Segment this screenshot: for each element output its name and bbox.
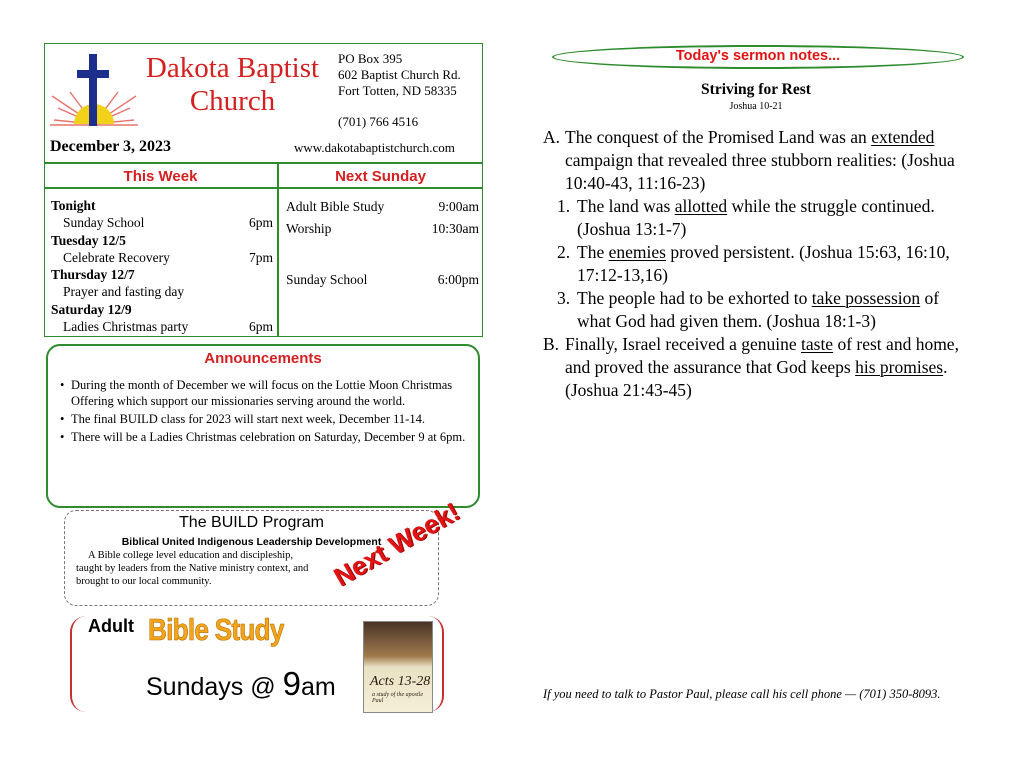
list-item bbox=[51, 283, 273, 300]
bible-study-title: Bible Study bbox=[148, 612, 284, 647]
church-name bbox=[130, 52, 335, 118]
announcements-title: Announcements bbox=[204, 350, 322, 367]
build-title: The BUILD Program bbox=[179, 514, 324, 531]
time-number: 9 bbox=[282, 665, 301, 702]
outline-text: of what God had given them. (Joshua 18:1-3) bbox=[577, 288, 940, 331]
church-address bbox=[338, 51, 461, 99]
sundays-label: Sundays @ bbox=[146, 673, 276, 701]
outline-text: Finally, Israel received a genuine bbox=[565, 334, 797, 354]
list-item: • During the month of December we will focus on the Lottie Moon Christmas Offering which support our missionaries serving around the world. bbox=[60, 377, 470, 409]
event-time: 6:00pm bbox=[437, 272, 479, 287]
time-suffix: am bbox=[300, 673, 336, 701]
build-desc-line1: A Bible college level education and discipleship, bbox=[88, 550, 293, 561]
event-name: Sunday School bbox=[286, 272, 368, 287]
outline-text: The people had to be exhorted to bbox=[577, 288, 808, 308]
bible-study-adult-label: Adult bbox=[88, 616, 134, 636]
build-desc-line2: taught by leaders from the Native ministry context, and bbox=[76, 563, 309, 574]
outline-text: of rest and home, and proved the assurance that God keeps bbox=[565, 334, 959, 377]
list-item bbox=[51, 318, 273, 335]
outline-text: proved persistent. (Joshua 15:63, 16:10, 17:12-13,16) bbox=[577, 242, 950, 285]
church-name-line1: Dakota Baptist bbox=[145, 52, 320, 84]
church-name-line2: Church bbox=[189, 85, 276, 117]
list-item bbox=[286, 196, 479, 218]
list-item: • The final BUILD class for 2023 will start next week, December 11-14. bbox=[60, 411, 470, 427]
outline-label: 1. bbox=[557, 196, 571, 216]
event-name: Celebrate Recovery bbox=[63, 249, 170, 265]
event-name: Prayer and fasting day bbox=[63, 284, 185, 300]
book-cover-image bbox=[363, 621, 433, 713]
church-website[interactable]: www.dakotabaptistchurch.com bbox=[294, 140, 455, 155]
address-line3: Fort Totten, ND 58335 bbox=[338, 83, 457, 98]
announcements-list bbox=[60, 377, 470, 447]
outline-text: campaign that revealed three stubborn realities: (Joshua 10:40-43, 11:16-23) bbox=[565, 150, 955, 193]
list-item bbox=[51, 214, 273, 231]
outline-text: The conquest of the Promised Land was an bbox=[565, 127, 867, 147]
list-item bbox=[51, 249, 273, 266]
schedule-divider-vertical bbox=[277, 163, 279, 337]
day-heading: Saturday 12/9 bbox=[51, 301, 132, 317]
event-name: Adult Bible Study bbox=[286, 199, 385, 214]
day-heading: Thursday 12/7 bbox=[51, 267, 135, 283]
outline-blank: take possession bbox=[811, 288, 921, 308]
build-desc-line3: brought to our local community. bbox=[76, 576, 212, 587]
schedule-divider-horizontal bbox=[44, 187, 483, 189]
event-name: Ladies Christmas party bbox=[63, 319, 189, 335]
bulletin-date: December 3, 2023 bbox=[50, 138, 171, 155]
event-time: 6pm bbox=[248, 215, 273, 231]
outline-point-b bbox=[543, 333, 973, 402]
day-heading: Tonight bbox=[51, 198, 96, 213]
next-week-badge: Next Week! bbox=[328, 496, 465, 593]
event-name: Worship bbox=[286, 221, 332, 236]
sermon-notes-heading: Today's sermon notes... bbox=[675, 48, 841, 64]
outline-text: The land was bbox=[577, 196, 671, 216]
event-time: 9:00am bbox=[438, 199, 479, 214]
list-item: • There will be a Ladies Christmas celebration on Saturday, December 9 at 6pm. bbox=[60, 429, 470, 445]
outline-text: while the struggle continued. (Joshua 13:1-7) bbox=[577, 196, 935, 239]
outline-label: B. bbox=[543, 334, 560, 354]
event-time: 6pm bbox=[248, 319, 273, 335]
church-phone: (701) 766 4516 bbox=[338, 114, 419, 129]
sermon-outline bbox=[543, 126, 973, 402]
this-week-list bbox=[51, 197, 273, 335]
list-item bbox=[286, 218, 479, 240]
event-time: 7pm bbox=[248, 249, 273, 265]
bible-study-schedule bbox=[146, 665, 336, 703]
build-subtitle: Biblical United Indigenous Leadership Development bbox=[121, 536, 382, 548]
outline-text: . (Joshua 21:43-45) bbox=[565, 357, 948, 400]
outline-label: 3. bbox=[557, 288, 571, 308]
day-heading: Tuesday 12/5 bbox=[51, 232, 126, 248]
book-subtitle: a study of the apostle Paul bbox=[372, 692, 423, 704]
outline-label: A. bbox=[543, 127, 561, 147]
next-sunday-heading: Next Sunday bbox=[335, 168, 426, 185]
cross-sunrise-logo bbox=[48, 50, 140, 132]
outline-blank: enemies bbox=[608, 242, 666, 262]
outline-point-1 bbox=[543, 195, 973, 241]
outline-point-2 bbox=[543, 241, 973, 287]
next-sunday-list bbox=[286, 196, 479, 291]
list-item bbox=[286, 269, 479, 291]
this-week-heading: This Week bbox=[123, 168, 198, 185]
pastor-contact: If you need to talk to Pastor Paul, please call his cell phone — (701) 350-8093. bbox=[543, 687, 941, 701]
address-line1: PO Box 395 bbox=[338, 51, 403, 66]
outline-label: 2. bbox=[557, 242, 571, 262]
book-title: Acts 13-28 bbox=[370, 674, 431, 689]
sermon-title: Striving for Rest bbox=[701, 81, 811, 98]
outline-blank: allotted bbox=[674, 196, 728, 216]
sermon-reference: Joshua 10-21 bbox=[729, 101, 783, 112]
event-time: 10:30am bbox=[431, 221, 479, 236]
outline-text: The bbox=[577, 242, 605, 262]
event-name: Sunday School bbox=[63, 215, 145, 231]
outline-blank: extended bbox=[871, 127, 935, 147]
outline-point-a bbox=[543, 126, 973, 195]
outline-point-3 bbox=[543, 287, 973, 333]
address-line2: 602 Baptist Church Rd. bbox=[338, 67, 461, 82]
outline-blank: taste bbox=[801, 334, 834, 354]
outline-blank: his promises bbox=[855, 357, 944, 377]
